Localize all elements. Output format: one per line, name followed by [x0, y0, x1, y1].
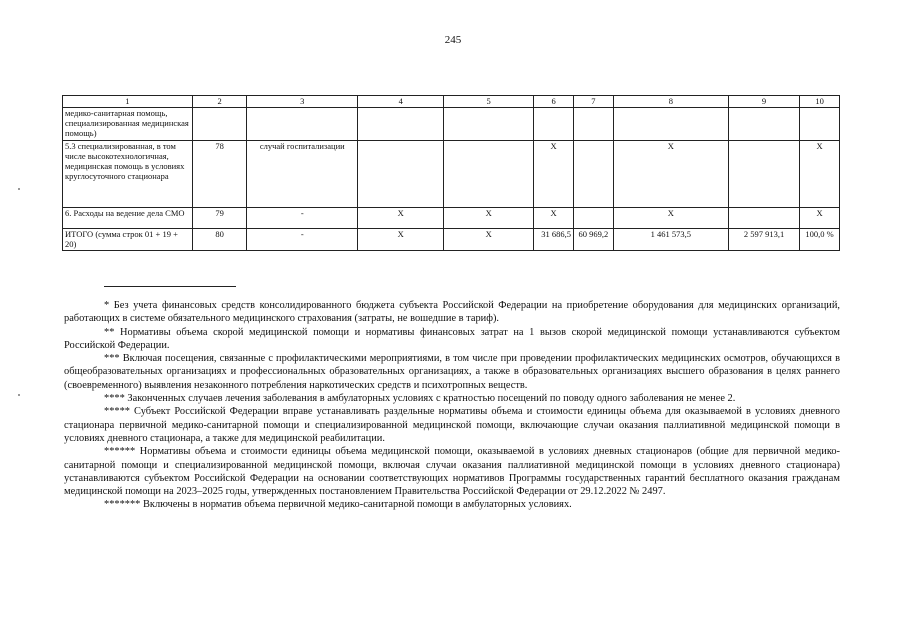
table-cell: [358, 141, 444, 208]
table-cell: X: [613, 141, 728, 208]
table-row: [63, 208, 840, 229]
column-header: 9: [728, 96, 799, 108]
table-cell: [728, 108, 799, 141]
column-header: 1: [63, 96, 193, 108]
scan-mark: [18, 188, 20, 190]
footnote: ** Нормативы объема скорой медицинской помощи и нормативы финансовых затрат на 1 вызов скорой медицинской помощи устанавливаются субъектом Российской Федерации.: [64, 326, 840, 351]
column-header: 4: [358, 96, 444, 108]
table-cell: X: [444, 229, 534, 251]
footnotes: [64, 299, 840, 512]
table-cell: 6. Расходы на ведение дела СМО: [63, 208, 193, 229]
table-row: [63, 108, 840, 141]
table-cell: X: [358, 229, 444, 251]
data-table: [62, 95, 840, 251]
table-cell: [728, 141, 799, 208]
page-number: 245: [444, 34, 462, 46]
table-cell: [247, 108, 358, 141]
table-cell: [613, 108, 728, 141]
table-cell: 79: [192, 208, 246, 229]
table-header-row: [63, 96, 840, 108]
table-cell: [728, 208, 799, 229]
table-cell: X: [444, 208, 534, 229]
footnote-separator: [104, 286, 236, 287]
table-row: [63, 141, 840, 208]
column-header: 3: [247, 96, 358, 108]
column-header: 5: [444, 96, 534, 108]
column-header: 8: [613, 96, 728, 108]
table-cell: [358, 108, 444, 141]
table-cell: X: [800, 208, 840, 229]
table-cell: 1 461 573,5: [613, 229, 728, 251]
table-cell: X: [800, 141, 840, 208]
table-cell: [573, 108, 613, 141]
table-cell: [444, 141, 534, 208]
table-cell: медико-санитарная помощь, специализированная медицинская помощь): [63, 108, 193, 141]
table-cell: X: [358, 208, 444, 229]
table-cell: 2 597 913,1: [728, 229, 799, 251]
column-header: 7: [573, 96, 613, 108]
footnote: ***** Субъект Российской Федерации вправе устанавливать раздельные нормативы объема и стоимости единицы объема для оказываемой в условиях дневного стационара первичной медико-санитарной помощи и специализированной медицинской помощи, включающие случаи оказания паллиативной медицинской помощи в условиях дневного стационара, а также для медицинской реабилитации.: [64, 406, 840, 444]
footnote: ****** Нормативы объема и стоимости единицы объема медицинской помощи, оказываемой в условиях дневных стационаров (общие для первичной медико-санитарной помощи и специализированной медицинской помощи, включая случаи оказания паллиативной медицинской помощи в условиях дневного стационара) устанавливаются субъектом Российской Федерации на основании соответствующих нормативов Программы государственных гарантий бесплатного оказания гражданам медицинской помощи на 2023–2025 годы, утвержденных постановлением Правительства Российской Федерации от 29.12.2022 № 2497.: [64, 446, 840, 498]
table-cell: [192, 108, 246, 141]
table-cell: -: [247, 208, 358, 229]
table-row: [63, 229, 840, 251]
table-cell: 100,0 %: [800, 229, 840, 251]
table-cell: X: [534, 141, 574, 208]
footnote: * Без учета финансовых средств консолидированного бюджета субъекта Российской Федерации на приобретение оборудования для медицинских организаций, работающих в системе обязательного медицинского страхования (затраты, не вошедшие в тариф).: [64, 300, 840, 325]
table-cell: 60 969,2: [573, 229, 613, 251]
table-cell: случай госпитализации: [247, 141, 358, 208]
table-cell: [534, 108, 574, 141]
table-cell: X: [613, 208, 728, 229]
column-header: 2: [192, 96, 246, 108]
table-cell: [573, 208, 613, 229]
table-cell: X: [534, 208, 574, 229]
column-header: 6: [534, 96, 574, 108]
table-cell: [800, 108, 840, 141]
table-cell: ИТОГО (сумма строк 01 + 19 + 20): [63, 229, 193, 251]
footnote: **** Законченных случаев лечения заболевания в амбулаторных условиях с кратностью посещений по поводу одного заболевания не менее 2.: [104, 393, 736, 405]
table-cell: [573, 141, 613, 208]
table-cell: -: [247, 229, 358, 251]
table-cell: 78: [192, 141, 246, 208]
column-header: 10: [800, 96, 840, 108]
table-cell: [444, 108, 534, 141]
table-cell: 5.3 специализированная, в том числе высокотехнологичная, медицинская помощь в условиях круглосуточного стационара: [63, 141, 193, 208]
footnote: *** Включая посещения, связанные с профилактическими мероприятиями, в том числе при проведении профилактических медицинских осмотров, обучающихся в общеобразовательных организациях и профессиональных образовательных организациях, а также в образовательных организациях высшего образования в целях раннего (своевременного) выявления незаконного потребления наркотических средств и психотропных веществ.: [64, 353, 840, 391]
scan-mark: [18, 394, 20, 396]
table-cell: 80: [192, 229, 246, 251]
table-cell: 31 686,5: [534, 229, 574, 251]
footnote: ******* Включены в норматив объема первичной медико-санитарной помощи в амбулаторных условиях.: [104, 499, 572, 511]
